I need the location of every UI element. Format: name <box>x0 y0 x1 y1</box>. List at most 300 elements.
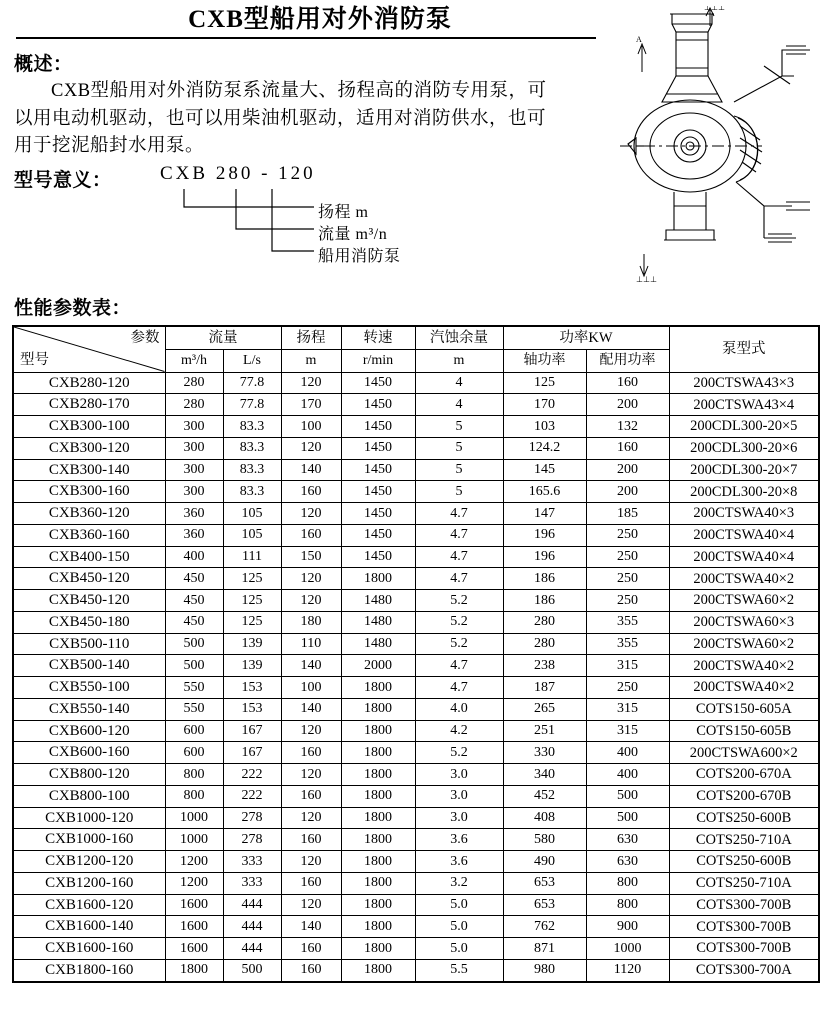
cell-value: 3.0 <box>415 764 503 786</box>
cell-value: 800 <box>586 894 669 916</box>
cell-pump-type: 200CDL300-20×5 <box>669 416 819 438</box>
cell-value: 4.7 <box>415 655 503 677</box>
cell-value: 250 <box>586 677 669 699</box>
cell-value: 1120 <box>586 959 669 981</box>
cell-pump-type: COTS250-710A <box>669 872 819 894</box>
table-row <box>13 698 819 720</box>
cell-value: 1600 <box>165 938 223 960</box>
cell-value: 153 <box>223 677 281 699</box>
cell-model: CXB300-140 <box>13 459 165 481</box>
cell-pump-type: 200CTSWA60×2 <box>669 590 819 612</box>
cell-value: 550 <box>165 698 223 720</box>
cell-pump-type: COTS150-605B <box>669 720 819 742</box>
table-row <box>13 568 819 590</box>
cell-value: 160 <box>281 785 341 807</box>
cell-value: 165.6 <box>503 481 586 503</box>
cell-value: 300 <box>165 437 223 459</box>
model-legend-flow: 流量 m³/n <box>318 226 388 243</box>
cell-pump-type: 200CTSWA40×4 <box>669 524 819 546</box>
cell-value: 300 <box>165 416 223 438</box>
model-legend-head: 扬程 m <box>318 204 369 221</box>
cell-pump-type: 200CTSWA43×3 <box>669 372 819 394</box>
cell-pump-type: 200CTSWA600×2 <box>669 742 819 764</box>
cell-value: 160 <box>281 938 341 960</box>
cell-value: 1600 <box>165 894 223 916</box>
cell-model: CXB1600-120 <box>13 894 165 916</box>
cell-model: CXB1000-120 <box>13 807 165 829</box>
cell-value: 1450 <box>341 372 415 394</box>
cell-value: 100 <box>281 677 341 699</box>
cell-value: 100 <box>281 416 341 438</box>
cell-value: 1480 <box>341 633 415 655</box>
cell-value: 196 <box>503 524 586 546</box>
cell-value: 160 <box>586 372 669 394</box>
cell-value: 5 <box>415 416 503 438</box>
cell-pump-type: 200CTSWA60×2 <box>669 633 819 655</box>
table-row <box>13 372 819 394</box>
cell-value: 77.8 <box>223 394 281 416</box>
cell-value: 105 <box>223 503 281 525</box>
cell-value: 250 <box>586 568 669 590</box>
cell-value: 265 <box>503 698 586 720</box>
cell-value: 800 <box>586 872 669 894</box>
cell-value: 83.3 <box>223 459 281 481</box>
cell-model: CXB450-120 <box>13 568 165 590</box>
cell-value: 800 <box>165 764 223 786</box>
cell-value: 355 <box>586 633 669 655</box>
table-row <box>13 720 819 742</box>
cell-value: 83.3 <box>223 416 281 438</box>
cell-value: 444 <box>223 916 281 938</box>
group-header-flow: 流量 <box>165 326 281 350</box>
cell-value: 105 <box>223 524 281 546</box>
cell-value: 1200 <box>165 851 223 873</box>
cell-value: 200 <box>586 481 669 503</box>
cell-value: 450 <box>165 568 223 590</box>
table-row <box>13 633 819 655</box>
cell-value: 1450 <box>341 416 415 438</box>
cell-value: 5 <box>415 481 503 503</box>
cell-value: 444 <box>223 894 281 916</box>
cell-value: 5.5 <box>415 959 503 981</box>
cell-value: 1450 <box>341 524 415 546</box>
table-corner-cell <box>13 326 165 372</box>
cell-value: 1800 <box>341 894 415 916</box>
cell-pump-type: COTS250-600B <box>669 851 819 873</box>
cell-value: 167 <box>223 742 281 764</box>
group-header-pump-type: 泵型式 <box>669 326 819 372</box>
cell-value: 180 <box>281 611 341 633</box>
unit-flow-m3h: m³/h <box>165 350 223 372</box>
cell-value: 1800 <box>341 568 415 590</box>
cell-value: 980 <box>503 959 586 981</box>
cell-value: 147 <box>503 503 586 525</box>
cell-value: 185 <box>586 503 669 525</box>
cell-value: 132 <box>586 416 669 438</box>
table-row <box>13 503 819 525</box>
cell-value: 500 <box>586 807 669 829</box>
cell-pump-type: COTS300-700A <box>669 959 819 981</box>
cell-value: 5.2 <box>415 633 503 655</box>
cell-model: CXB800-100 <box>13 785 165 807</box>
cell-model: CXB450-120 <box>13 590 165 612</box>
performance-table-heading: 性能参数表： <box>14 298 132 319</box>
cell-pump-type: COTS250-710A <box>669 829 819 851</box>
table-row <box>13 416 819 438</box>
cell-pump-type: COTS300-700B <box>669 938 819 960</box>
table-row <box>13 437 819 459</box>
cell-pump-type: COTS200-670A <box>669 764 819 786</box>
cell-value: 653 <box>503 872 586 894</box>
cell-model: CXB1200-160 <box>13 872 165 894</box>
cell-value: 360 <box>165 524 223 546</box>
cell-value: 5.2 <box>415 742 503 764</box>
table-row <box>13 851 819 873</box>
cell-value: 125 <box>503 372 586 394</box>
table-header <box>13 326 819 372</box>
model-leader-lines <box>14 163 574 283</box>
table-row <box>13 785 819 807</box>
table-row <box>13 546 819 568</box>
cell-value: 900 <box>586 916 669 938</box>
unit-speed-rmin: r/min <box>341 350 415 372</box>
cell-model: CXB1800-160 <box>13 959 165 981</box>
cell-pump-type: COTS250-600B <box>669 807 819 829</box>
cell-value: 5 <box>415 459 503 481</box>
cell-value: 871 <box>503 938 586 960</box>
table-row <box>13 394 819 416</box>
cell-value: 400 <box>165 546 223 568</box>
cell-value: 140 <box>281 916 341 938</box>
cell-value: 125 <box>223 590 281 612</box>
overview-paragraph: CXB型船用对外消防泵系流量大、扬程高的消防专用泵，可以用电动机驱动，也可以用柴油机驱动，适用对消防供水，也可用于挖泥船封水用泵。 <box>14 80 547 157</box>
cell-value: 3.6 <box>415 829 503 851</box>
cell-value: 630 <box>586 851 669 873</box>
cell-value: 1800 <box>341 829 415 851</box>
cell-value: 280 <box>165 394 223 416</box>
cell-value: 4.7 <box>415 677 503 699</box>
cell-value: 1800 <box>341 720 415 742</box>
table-row <box>13 872 819 894</box>
cell-model: CXB280-120 <box>13 372 165 394</box>
cell-value: 251 <box>503 720 586 742</box>
cell-value: 160 <box>281 959 341 981</box>
cell-model: CXB300-160 <box>13 481 165 503</box>
cell-value: 160 <box>281 829 341 851</box>
model-meaning-diagram <box>14 163 560 283</box>
cell-value: 140 <box>281 698 341 720</box>
table-row <box>13 655 819 677</box>
cell-value: 500 <box>223 959 281 981</box>
cell-model: CXB1600-140 <box>13 916 165 938</box>
cell-value: 5.2 <box>415 590 503 612</box>
cell-value: 1800 <box>341 764 415 786</box>
table-row <box>13 807 819 829</box>
table-row <box>13 764 819 786</box>
cell-value: 1800 <box>341 938 415 960</box>
cell-value: 3.2 <box>415 872 503 894</box>
cell-value: 160 <box>281 872 341 894</box>
cell-value: 1480 <box>341 611 415 633</box>
cell-value: 500 <box>165 655 223 677</box>
cell-value: 340 <box>503 764 586 786</box>
cell-value: 5.0 <box>415 894 503 916</box>
cell-value: 110 <box>281 633 341 655</box>
overview-heading: 概述： <box>14 53 73 75</box>
cell-value: 4 <box>415 394 503 416</box>
cell-value: 300 <box>165 459 223 481</box>
cell-value: 111 <box>223 546 281 568</box>
cell-pump-type: 200CTSWA40×2 <box>669 677 819 699</box>
cell-value: 145 <box>503 459 586 481</box>
cell-value: 3.0 <box>415 807 503 829</box>
cell-value: 250 <box>586 590 669 612</box>
cell-value: 120 <box>281 568 341 590</box>
cell-value: 200 <box>586 459 669 481</box>
cell-model: CXB1200-120 <box>13 851 165 873</box>
cell-model: CXB400-150 <box>13 546 165 568</box>
cell-model: CXB600-160 <box>13 742 165 764</box>
cell-value: 150 <box>281 546 341 568</box>
group-header-power: 功率KW <box>503 326 669 350</box>
cell-pump-type: COTS300-700B <box>669 916 819 938</box>
unit-flow-ls: L/s <box>223 350 281 372</box>
table-row <box>13 959 819 981</box>
cell-value: 1450 <box>341 459 415 481</box>
cell-value: 1800 <box>341 916 415 938</box>
model-legend-type: 船用消防泵 <box>318 248 401 265</box>
cell-pump-type: 200CDL300-20×7 <box>669 459 819 481</box>
cell-value: 120 <box>281 503 341 525</box>
cell-value: 600 <box>165 742 223 764</box>
cell-value: 278 <box>223 829 281 851</box>
cell-value: 3.0 <box>415 785 503 807</box>
cell-model: CXB300-100 <box>13 416 165 438</box>
table-row <box>13 590 819 612</box>
cell-value: 1450 <box>341 481 415 503</box>
cell-pump-type: COTS150-605A <box>669 698 819 720</box>
cell-value: 124.2 <box>503 437 586 459</box>
cell-model: CXB280-170 <box>13 394 165 416</box>
cell-value: 315 <box>586 655 669 677</box>
cell-value: 1800 <box>341 807 415 829</box>
cell-value: 355 <box>586 611 669 633</box>
cell-value: 490 <box>503 851 586 873</box>
group-header-speed: 转速 <box>341 326 415 350</box>
cell-value: 1600 <box>165 916 223 938</box>
cell-value: 77.8 <box>223 372 281 394</box>
unit-head-m: m <box>281 350 341 372</box>
cell-model: CXB450-180 <box>13 611 165 633</box>
cell-value: 120 <box>281 764 341 786</box>
model-code-text: CXB 280 - 120 <box>160 163 316 184</box>
cell-value: 278 <box>223 807 281 829</box>
cell-model: CXB550-140 <box>13 698 165 720</box>
page-title: CXB型船用对外消防泵 <box>188 6 452 33</box>
cell-value: 238 <box>503 655 586 677</box>
cell-value: 140 <box>281 655 341 677</box>
cell-value: 186 <box>503 568 586 590</box>
cell-pump-type: 200CTSWA40×4 <box>669 546 819 568</box>
cell-model: CXB600-120 <box>13 720 165 742</box>
cell-value: 550 <box>165 677 223 699</box>
unit-npsh-m: m <box>415 350 503 372</box>
cell-pump-type: 200CTSWA40×2 <box>669 568 819 590</box>
table-row <box>13 459 819 481</box>
cell-value: 330 <box>503 742 586 764</box>
table-row <box>13 742 819 764</box>
cell-model: CXB500-140 <box>13 655 165 677</box>
group-header-npsh: 汽蚀余量 <box>415 326 503 350</box>
cell-value: 452 <box>503 785 586 807</box>
cell-value: 1800 <box>341 851 415 873</box>
cell-value: 170 <box>281 394 341 416</box>
cell-value: 186 <box>503 590 586 612</box>
cell-value: 1480 <box>341 590 415 612</box>
cell-value: 250 <box>586 546 669 568</box>
cell-value: 1000 <box>165 807 223 829</box>
cell-value: 139 <box>223 655 281 677</box>
unit-shaft-power: 轴功率 <box>503 350 586 372</box>
cell-pump-type: COTS300-700B <box>669 894 819 916</box>
cell-pump-type: 200CTSWA40×2 <box>669 655 819 677</box>
cell-value: 222 <box>223 764 281 786</box>
cell-value: 1800 <box>341 698 415 720</box>
table-row <box>13 894 819 916</box>
svg-text:A: A <box>636 35 642 44</box>
table-row <box>13 938 819 960</box>
cell-model: CXB550-100 <box>13 677 165 699</box>
cell-value: 83.3 <box>223 481 281 503</box>
cell-value: 222 <box>223 785 281 807</box>
cell-value: 630 <box>586 829 669 851</box>
cell-value: 5 <box>415 437 503 459</box>
cell-value: 200 <box>586 394 669 416</box>
cell-value: 280 <box>165 372 223 394</box>
cell-value: 160 <box>281 524 341 546</box>
cell-value: 1200 <box>165 872 223 894</box>
cell-value: 250 <box>586 524 669 546</box>
cell-value: 408 <box>503 807 586 829</box>
cell-value: 1800 <box>341 677 415 699</box>
cell-model: CXB300-120 <box>13 437 165 459</box>
cell-value: 653 <box>503 894 586 916</box>
cell-value: 444 <box>223 938 281 960</box>
cell-value: 500 <box>165 633 223 655</box>
cell-model: CXB1600-160 <box>13 938 165 960</box>
cell-model: CXB800-120 <box>13 764 165 786</box>
svg-text:⊥⊥⊥: ⊥⊥⊥ <box>704 6 725 12</box>
cell-value: 1800 <box>341 959 415 981</box>
cell-pump-type: COTS200-670B <box>669 785 819 807</box>
cell-value: 333 <box>223 851 281 873</box>
cell-value: 139 <box>223 633 281 655</box>
cell-value: 196 <box>503 546 586 568</box>
cell-value: 83.3 <box>223 437 281 459</box>
cell-value: 1800 <box>341 785 415 807</box>
cell-value: 280 <box>503 611 586 633</box>
cell-value: 120 <box>281 372 341 394</box>
cell-value: 315 <box>586 698 669 720</box>
cell-value: 153 <box>223 698 281 720</box>
cell-value: 125 <box>223 611 281 633</box>
cell-value: 450 <box>165 611 223 633</box>
cell-value: 2000 <box>341 655 415 677</box>
cell-value: 187 <box>503 677 586 699</box>
corner-label-parameter: 参数 <box>130 330 160 346</box>
pump-technical-drawing <box>614 6 826 282</box>
cell-value: 280 <box>503 633 586 655</box>
cell-value: 4.7 <box>415 524 503 546</box>
cell-model: CXB360-160 <box>13 524 165 546</box>
cell-model: CXB360-120 <box>13 503 165 525</box>
cell-value: 400 <box>586 764 669 786</box>
cell-pump-type: 200CTSWA43×4 <box>669 394 819 416</box>
table-row <box>13 916 819 938</box>
cell-value: 5.2 <box>415 611 503 633</box>
cell-value: 4.7 <box>415 503 503 525</box>
cell-value: 120 <box>281 437 341 459</box>
table-body <box>13 372 819 982</box>
cell-value: 4 <box>415 372 503 394</box>
table-row <box>13 481 819 503</box>
cell-value: 160 <box>281 481 341 503</box>
cell-value: 120 <box>281 720 341 742</box>
cell-pump-type: 200CTSWA60×3 <box>669 611 819 633</box>
cell-value: 1800 <box>341 872 415 894</box>
cell-value: 450 <box>165 590 223 612</box>
cell-value: 160 <box>281 742 341 764</box>
svg-text:⊥⊥⊥: ⊥⊥⊥ <box>636 275 657 282</box>
model-heading: 型号意义： <box>14 170 112 191</box>
cell-value: 1800 <box>165 959 223 981</box>
cell-value: 1000 <box>165 829 223 851</box>
cell-value: 762 <box>503 916 586 938</box>
cell-value: 500 <box>586 785 669 807</box>
cell-value: 4.7 <box>415 546 503 568</box>
cell-value: 5.0 <box>415 938 503 960</box>
table-row <box>13 829 819 851</box>
cell-value: 170 <box>503 394 586 416</box>
cell-value: 1000 <box>586 938 669 960</box>
cell-value: 1450 <box>341 394 415 416</box>
cell-pump-type: 200CDL300-20×6 <box>669 437 819 459</box>
corner-label-model: 型号 <box>20 352 49 369</box>
cell-value: 167 <box>223 720 281 742</box>
cell-pump-type: 200CDL300-20×8 <box>669 481 819 503</box>
cell-value: 120 <box>281 851 341 873</box>
cell-value: 333 <box>223 872 281 894</box>
table-row <box>13 611 819 633</box>
cell-value: 300 <box>165 481 223 503</box>
cell-value: 3.6 <box>415 851 503 873</box>
group-header-head: 扬程 <box>281 326 341 350</box>
cell-value: 4.7 <box>415 568 503 590</box>
cell-value: 580 <box>503 829 586 851</box>
cell-value: 1800 <box>341 742 415 764</box>
cell-value: 1450 <box>341 503 415 525</box>
cell-value: 120 <box>281 894 341 916</box>
cell-model: CXB500-110 <box>13 633 165 655</box>
cell-value: 160 <box>586 437 669 459</box>
cell-value: 140 <box>281 459 341 481</box>
cell-value: 120 <box>281 807 341 829</box>
cell-value: 5.0 <box>415 916 503 938</box>
cell-pump-type: 200CTSWA40×3 <box>669 503 819 525</box>
cell-value: 400 <box>586 742 669 764</box>
cell-value: 315 <box>586 720 669 742</box>
cell-value: 4.0 <box>415 698 503 720</box>
